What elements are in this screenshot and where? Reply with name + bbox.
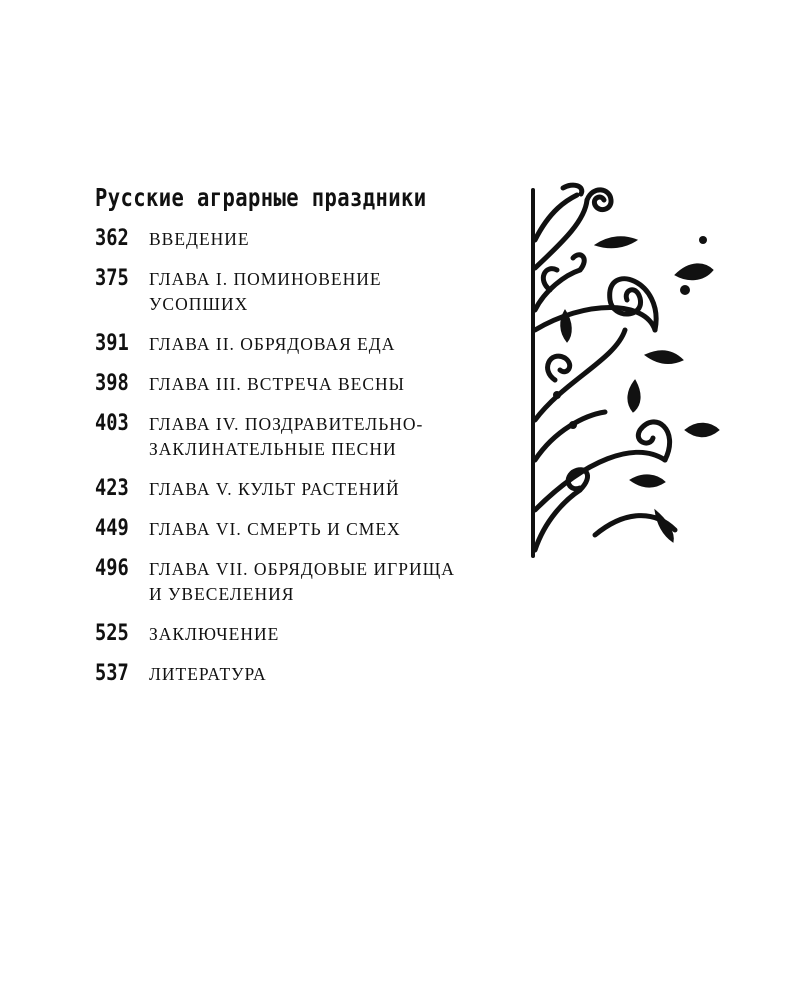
chapter-title-line: ГЛАВА VI. СМЕРТЬ И СМЕХ — [149, 519, 401, 539]
chapter-title-line-2: И УВЕСЕЛЕНИЯ — [149, 584, 295, 604]
chapter-title — [149, 331, 395, 357]
toc-entry-chapter-7[interactable] — [95, 556, 515, 607]
floral-vine-ornament-icon — [525, 180, 725, 560]
table-of-contents — [95, 180, 515, 701]
toc-entry-literature[interactable] — [95, 661, 515, 687]
chapter-title-line: ГЛАВА V. КУЛЬТ РАСТЕНИЙ — [149, 479, 400, 499]
toc-entry-chapter-1[interactable] — [95, 266, 515, 317]
chapter-title — [149, 516, 401, 542]
page-number: 537 — [95, 661, 129, 686]
chapter-title — [149, 226, 250, 252]
chapter-title — [149, 411, 423, 462]
page-number: 375 — [95, 266, 129, 291]
chapter-title — [149, 266, 382, 317]
chapter-title-line: ГЛАВА I. ПОМИНОВЕНИЕ — [149, 269, 382, 289]
toc-entry-chapter-2[interactable] — [95, 331, 515, 357]
toc-entry-chapter-5[interactable] — [95, 476, 515, 502]
chapter-title — [149, 556, 455, 607]
chapter-title — [149, 621, 279, 647]
page-number: 525 — [95, 621, 129, 646]
page-number: 449 — [95, 516, 129, 541]
chapter-title-line: ГЛАВА IV. ПОЗДРАВИТЕЛЬНО- — [149, 414, 424, 434]
chapter-title-line: ГЛАВА III. ВСТРЕЧА ВЕСНЫ — [149, 374, 405, 394]
chapter-title-line: ГЛАВА VII. ОБРЯДОВЫЕ ИГРИЩА — [149, 559, 455, 579]
page-number: 423 — [95, 476, 129, 501]
page-number: 403 — [95, 411, 129, 436]
chapter-title-line-2: ЗАКЛИНАТЕЛЬНЫЕ ПЕСНИ — [149, 439, 397, 459]
chapter-title-line: ЗАКЛЮЧЕНИЕ — [149, 624, 280, 644]
page-number: 362 — [95, 226, 129, 251]
chapter-title-line: ГЛАВА II. ОБРЯДОВАЯ ЕДА — [149, 334, 396, 354]
page-number: 496 — [95, 556, 129, 581]
chapter-title-line: ВВЕДЕНИЕ — [149, 229, 250, 249]
toc-entry-chapter-3[interactable] — [95, 371, 515, 397]
chapter-title — [149, 476, 400, 502]
page-number: 391 — [95, 331, 129, 356]
chapter-title — [149, 371, 405, 397]
toc-entry-conclusion[interactable] — [95, 621, 515, 647]
toc-entry-chapter-4[interactable] — [95, 411, 515, 462]
section-title: Русские аграрные праздники — [95, 183, 427, 212]
toc-entry-introduction[interactable] — [95, 226, 515, 252]
chapter-title — [149, 661, 267, 687]
toc-entry-chapter-6[interactable] — [95, 516, 515, 542]
chapter-title-line: ЛИТЕРАТУРА — [149, 664, 267, 684]
chapter-title-line-2: УСОПШИХ — [149, 294, 249, 314]
toc-entry-list — [95, 226, 515, 687]
page-number: 398 — [95, 371, 129, 396]
